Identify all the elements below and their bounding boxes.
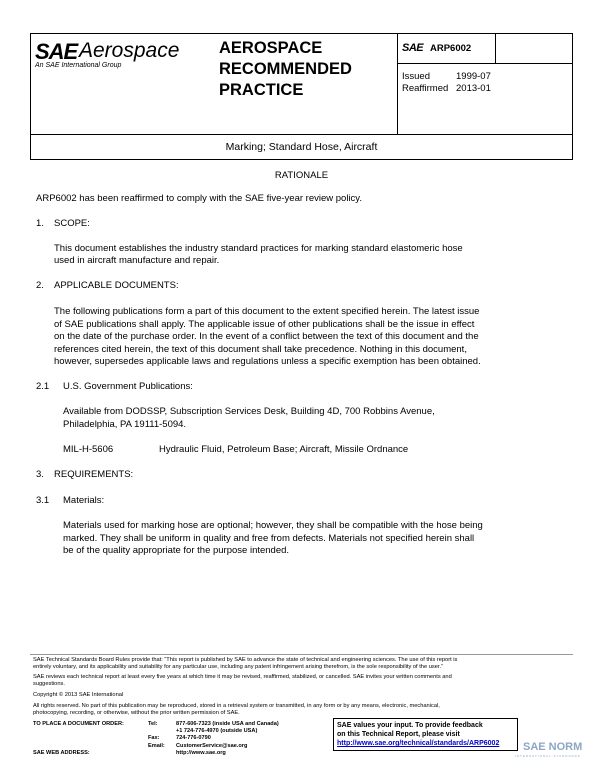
section-3-title: REQUIREMENTS: [54,469,134,480]
issued-date: 1999-07 [456,71,491,82]
web-link[interactable]: http://www.sae.org [176,749,226,756]
order-contact-block [33,721,279,757]
doc-type-line: PRACTICE [219,81,304,99]
feedback-line: on this Technical Report, please visit [337,731,460,738]
feedback-box [333,718,518,751]
section-2-1-line: Available from DODSSP, Subscription Services Desk, Building 4D, 700 Robbins Avenue, [63,406,435,417]
fine-print-line: photocopying, recording, or otherwise, without the prior written permission of SAE. [33,710,240,717]
section-3-1-line: Materials used for marking hose are optional; however, they shall be compatible with the hose being [63,520,483,531]
section-3-1-title: Materials: [63,495,105,506]
document-type [219,38,352,101]
section-2-1-line: Philadelphia, PA 19111-5094. [63,419,187,430]
reaffirmed-date: 2013-01 [456,83,491,94]
tel-label: Tel: [148,721,158,727]
logo-subtitle: An SAE International Group [35,62,122,69]
section-1-line: This document establishes the industry standard practices for marking standard elastomeric hose [54,243,463,254]
section-1-line: used in aircraft manufacture and repair. [54,255,220,266]
section-2-number: 2. [36,280,44,291]
document-title: Marking; Standard Hose, Aircraft [31,134,572,159]
fine-print-line: All rights reserved. No part of this publication may be reproduced, stored in a retrieval system or transmitted, in any form or by any means, electronic, mechanical, [33,703,440,709]
feedback-line: SAE values your input. To provide feedback [337,722,483,729]
doc-type-line: RECOMMENDED [219,60,352,78]
fine-print-line: entirely voluntary, and its applicability and suitability for any particular use, including any patent infringement arising therefrom, is the sole responsibility of the user.” [33,664,443,671]
header-left-cell [31,34,398,134]
reference-title: Hydraulic Fluid, Petroleum Base; Aircraft, Missile Ordnance [159,444,409,455]
section-2-1-number: 2.1 [36,381,50,392]
document-number: ARP6002 [430,43,472,54]
footer-rights-text [33,703,568,717]
tel-outside: +1 724-776-4970 (outside USA) [176,728,258,735]
rationale-heading: RATIONALE [274,170,329,181]
section-2-1-title: U.S. Government Publications: [63,381,193,392]
section-2-title: APPLICABLE DOCUMENTS: [54,280,179,291]
footer-divider [30,654,573,655]
rationale-text: ARP6002 has been reaffirmed to comply with the SAE five-year review policy. [36,193,362,204]
section-3-1-line: be of the quality appropriate for the purpose intended. [63,545,290,556]
reaffirmed-label: Reaffirmed [402,83,449,94]
divider [495,34,496,64]
section-2-line: on the date of the purchase order. In the event of a conflict between the text of this document and the [54,331,479,342]
section-3-number: 3. [36,469,44,480]
copyright: Copyright © 2013 SAE International [33,692,124,698]
feedback-link[interactable]: http://www.sae.org/technical/standards/ARP6002 [337,740,500,747]
tel-inside: 877-606-7323 (inside USA and Canada) [176,721,279,727]
header-right-cell [398,34,573,134]
fax-number: 724-776-0790 [176,735,211,742]
web-label: SAE WEB ADDRESS: [33,749,90,756]
footer-rules-text [33,657,568,671]
sae-small-logo: SAE [402,42,424,54]
section-2-line: references cited herein, the text of this document shall take precedence. Nothing in this document, [54,344,467,355]
fine-print-line: SAE reviews each technical report at least every five years at which time it may be revised, reaffirmed, stabilized, or cancelled. SAE invites your written comments and [33,674,452,680]
section-1-number: 1. [36,218,44,229]
email-label: Email: [148,742,165,749]
fine-print-line: suggestions. [33,681,65,688]
issued-row [402,71,491,82]
document-header [30,33,573,160]
norm-logo-subtext: INTERNATIONAL STANDARDS [515,754,581,758]
section-3-1-number: 3.1 [36,495,50,506]
order-label: TO PLACE A DOCUMENT ORDER: [33,721,124,727]
issued-label: Issued [402,71,430,82]
footer-review-text [33,674,568,688]
section-2-line: however, supersedes applicable laws and regulations unless a specific exemption has been obtained. [54,356,481,367]
doc-type-line: AEROSPACE [219,39,323,57]
logo-aerospace-text: Aerospace [79,39,180,62]
reaffirmed-row [402,83,491,94]
section-2-line: of SAE publications shall apply. The applicable issue of other publications shall be the issue in effect [54,319,475,330]
logo-sae-text: SAE [35,39,78,64]
document-number-row [398,34,573,64]
sae-aerospace-logo [35,39,195,79]
section-1-title: SCOPE: [54,218,90,229]
section-3-1-line: marked. They shall be uniform in quality and free from defects. Materials not specified herein shall [63,533,475,544]
sae-norm-logo [515,741,585,761]
norm-logo-text: SAE NORM [523,741,583,753]
section-2-line: The following publications form a part of this document to the extent specified herein. The latest issue [54,306,480,317]
reference-id: MIL-H-5606 [63,444,114,455]
fine-print-line: SAE Technical Standards Board Rules provide that: “This report is published by SAE to advance the state of technical and engineering sciences. The use of this report is [33,657,458,663]
fax-label: Fax: [148,735,160,742]
email-link[interactable]: CustomerService@sae.org [176,742,248,749]
